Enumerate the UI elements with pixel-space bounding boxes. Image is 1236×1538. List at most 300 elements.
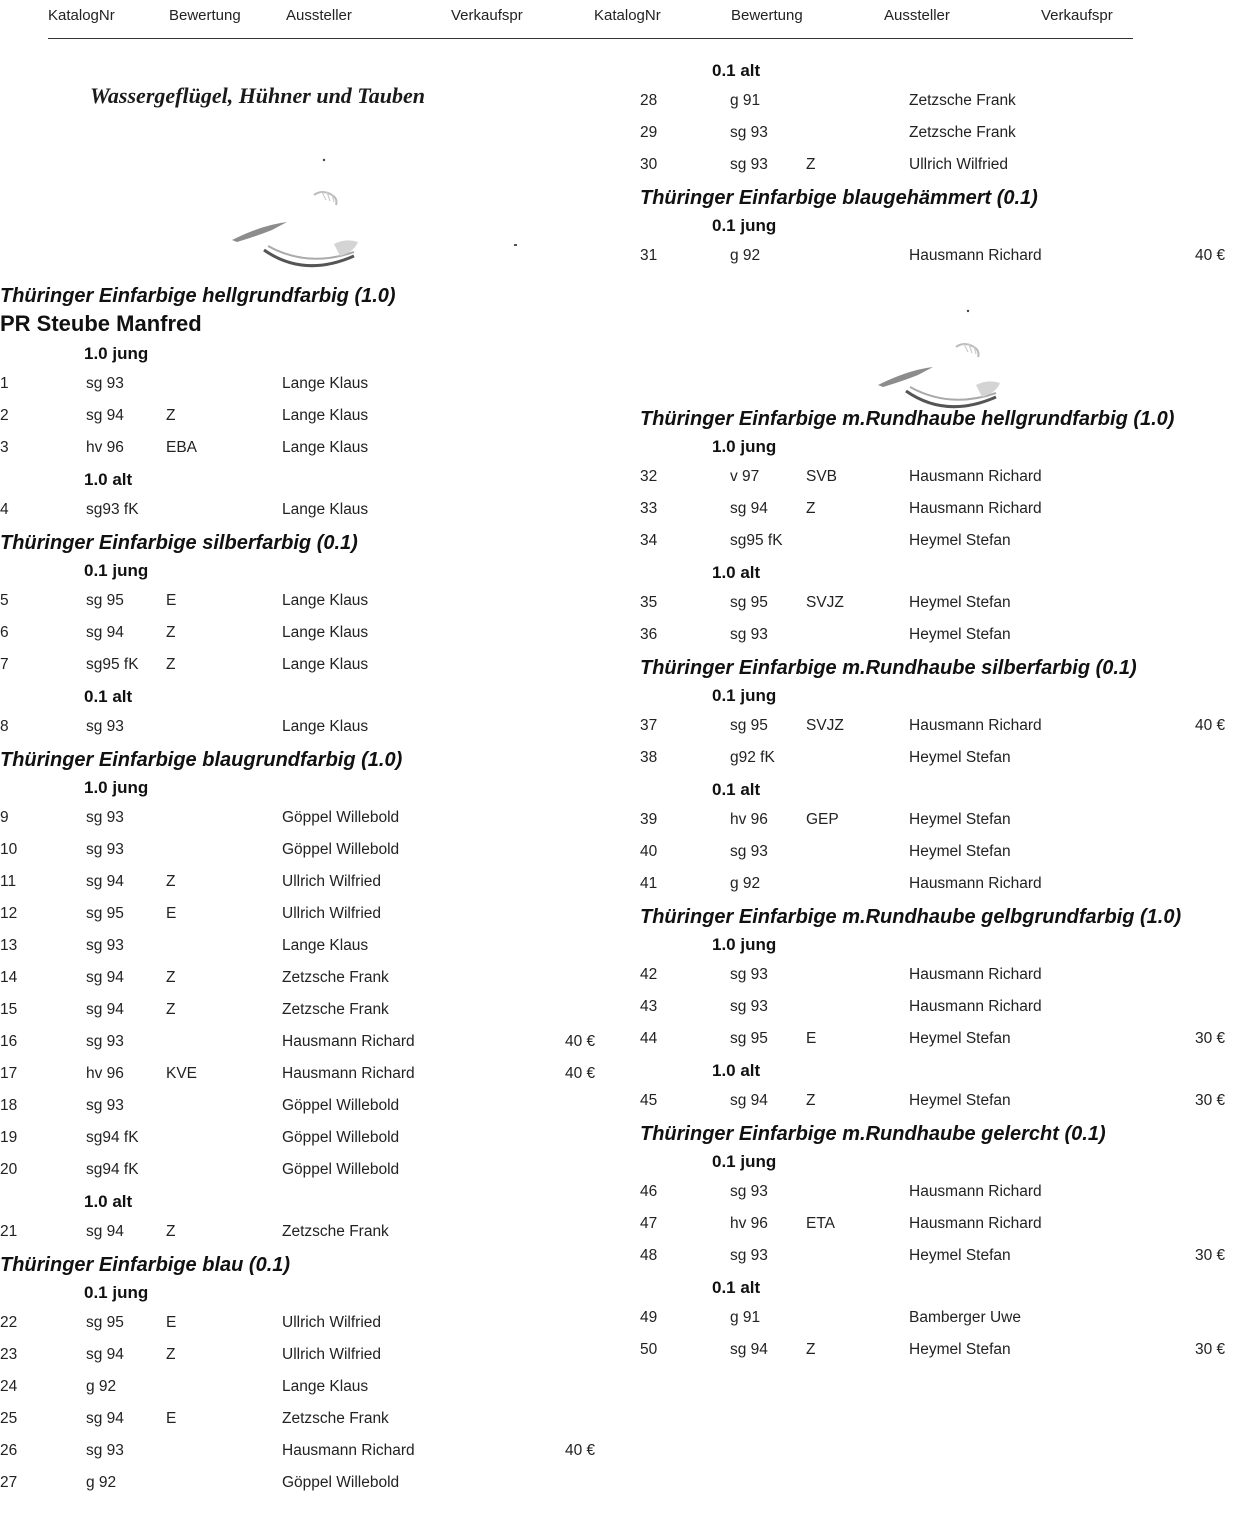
award: Z: [166, 407, 176, 424]
pigeon-illustration: [222, 150, 372, 275]
catalog-number: 6: [0, 624, 9, 641]
rating: g 92: [730, 247, 761, 264]
catalog-number: 33: [640, 500, 658, 517]
entry-list: [640, 805, 1236, 901]
price: 40 €: [565, 1033, 596, 1050]
exhibitor: Heymel Stefan: [909, 532, 1011, 549]
price: 30 €: [1195, 1030, 1226, 1047]
table-row: [640, 992, 1236, 1024]
catalog-number: 31: [640, 247, 658, 264]
exhibitor: Lange Klaus: [282, 718, 369, 735]
award: E: [166, 905, 177, 922]
judge-name: PR Steube Manfred: [0, 311, 202, 336]
rating: sg95 fK: [730, 532, 783, 549]
rating: sg94 fK: [86, 1129, 139, 1146]
rating: g 92: [730, 875, 761, 892]
catalog-number: 30: [640, 156, 658, 173]
table-row: [640, 805, 1236, 837]
section-title: Thüringer Einfarbige blaugrundfarbig (1.0): [0, 749, 403, 771]
table-row: [640, 86, 1236, 118]
group-label: 1.0 alt: [84, 1192, 133, 1211]
catalog-number: 28: [640, 92, 658, 109]
table-row: [0, 1091, 600, 1123]
table-row: [0, 1123, 600, 1155]
exhibitor: Ullrich Wilfried: [282, 873, 382, 890]
catalog-number: 44: [640, 1030, 658, 1047]
rating: sg 94: [86, 407, 124, 424]
rating: g 92: [86, 1474, 117, 1491]
exhibitor: Zetzsche Frank: [282, 1410, 389, 1427]
exhibitor: Bamberger Uwe: [909, 1309, 1021, 1326]
section-title: Thüringer Einfarbige blau (0.1): [0, 1254, 291, 1276]
catalog-number: 40: [640, 843, 658, 860]
award: KVE: [166, 1065, 198, 1082]
group-label: 0.1 jung: [712, 686, 777, 705]
table-row: [640, 1177, 1236, 1209]
exhibitor: Hausmann Richard: [282, 1033, 415, 1050]
rating: sg 93: [86, 809, 124, 826]
rating: hv 96: [86, 1065, 124, 1082]
rating: sg 93: [86, 1033, 124, 1050]
award: ETA: [806, 1215, 835, 1232]
section-title: Thüringer Einfarbige m.Rundhaube hellgrundfarbig (1.0): [640, 408, 1175, 430]
section-rundhaube-hellgrundfarbig: [640, 407, 1236, 652]
catalog-number: 21: [0, 1223, 18, 1240]
rating: sg 95: [730, 717, 768, 734]
award: SVJZ: [806, 594, 844, 611]
rating: sg 94: [86, 873, 124, 890]
award: Z: [166, 873, 176, 890]
rating: sg 93: [730, 998, 768, 1015]
rating: hv 96: [730, 811, 768, 828]
rating: sg 94: [86, 1346, 124, 1363]
rating: sg 94: [86, 969, 124, 986]
spacer: [640, 273, 1236, 403]
catalog-number: 48: [640, 1247, 658, 1264]
rating: sg 95: [86, 905, 124, 922]
price: 30 €: [1195, 1092, 1226, 1109]
catalog-number: 4: [0, 501, 9, 518]
catalog-number: 38: [640, 749, 658, 766]
catalog-number: 42: [640, 966, 658, 983]
exhibitor: Heymel Stefan: [909, 1341, 1011, 1358]
rating: g 91: [730, 92, 761, 109]
entry-list: [0, 495, 600, 527]
award: SVJZ: [806, 717, 844, 734]
exhibitor: Lange Klaus: [282, 375, 369, 392]
catalog-number: 11: [0, 873, 17, 890]
table-row: [0, 1027, 600, 1059]
entry-list: [0, 586, 600, 682]
rating: sg 94: [86, 1001, 124, 1018]
rating: sg 94: [86, 1223, 124, 1240]
section-continued: [640, 56, 1236, 182]
exhibitor: Göppel Willebold: [282, 1129, 400, 1146]
catalog-number: 23: [0, 1346, 18, 1363]
section-title: Thüringer Einfarbige m.Rundhaube silberfarbig (0.1): [640, 657, 1137, 679]
rating: sg 93: [86, 841, 124, 858]
entry-list: [0, 1308, 600, 1500]
price: 30 €: [1195, 1341, 1226, 1358]
catalog-number: 16: [0, 1033, 18, 1050]
group-label: 0.1 jung: [712, 1152, 777, 1171]
group-label: 1.0 jung: [84, 344, 149, 363]
table-row: [0, 1436, 600, 1468]
catalog-number: 47: [640, 1215, 658, 1232]
catalog-number: 13: [0, 937, 18, 954]
catalog-number: 9: [0, 809, 9, 826]
rating: hv 96: [86, 439, 124, 456]
section-blaugehaemmert: [640, 186, 1236, 273]
group-label: 1.0 jung: [712, 935, 777, 954]
award: Z: [806, 500, 816, 517]
entry-list: [640, 960, 1236, 1056]
rating: g92 fK: [730, 749, 775, 766]
table-row: [640, 1303, 1236, 1335]
rating: sg 94: [730, 1092, 768, 1109]
rating: sg 94: [730, 500, 768, 517]
table-row: [0, 495, 600, 527]
group-label: 1.0 alt: [712, 1061, 761, 1080]
entry-list: [0, 803, 600, 1187]
catalog-number: 35: [640, 594, 658, 611]
group-label: 1.0 jung: [712, 437, 777, 456]
exhibitor: Lange Klaus: [282, 407, 369, 424]
catalog-number: 50: [640, 1341, 658, 1358]
exhibitor: Ullrich Wilfried: [282, 905, 382, 922]
header-aussteller: Aussteller: [286, 7, 352, 24]
catalog-number: 27: [0, 1474, 18, 1491]
header-verkaufspr: Verkaufspr: [451, 7, 523, 24]
catalog-number: 45: [640, 1092, 658, 1109]
table-row: [0, 963, 600, 995]
table-row: [0, 899, 600, 931]
exhibitor: Zetzsche Frank: [282, 1223, 389, 1240]
price: 40 €: [1195, 247, 1226, 264]
exhibitor: Göppel Willebold: [282, 809, 400, 826]
price: 30 €: [1195, 1247, 1226, 1264]
group-label: 0.1 alt: [712, 61, 761, 80]
catalog-number: 29: [640, 124, 658, 141]
table-row: [640, 743, 1236, 775]
group-label: 0.1 jung: [84, 1283, 149, 1302]
column-header-row: [48, 0, 1133, 39]
table-row: [640, 462, 1236, 494]
section-title: Thüringer Einfarbige blaugehämmert (0.1): [640, 187, 1038, 209]
catalog-number: 39: [640, 811, 658, 828]
catalog-number: 12: [0, 905, 18, 922]
catalog-number: 43: [640, 998, 658, 1015]
rating: hv 96: [730, 1215, 768, 1232]
entry-list: [640, 1177, 1236, 1273]
rating: sg95 fK: [86, 656, 139, 673]
table-row: [640, 1241, 1236, 1273]
catalog-number: 3: [0, 439, 9, 456]
entry-list: [640, 711, 1236, 775]
rating: sg 93: [86, 1442, 124, 1459]
rating: sg 95: [730, 594, 768, 611]
table-row: [0, 712, 600, 744]
award: Z: [806, 1092, 816, 1109]
exhibitor: Göppel Willebold: [282, 1097, 400, 1114]
exhibitor: Göppel Willebold: [282, 1474, 400, 1491]
section-title: Thüringer Einfarbige m.Rundhaube gelbgrundfarbig (1.0): [640, 906, 1182, 928]
group-label: 0.1 alt: [84, 687, 133, 706]
table-row: [640, 150, 1236, 182]
award: Z: [166, 1346, 176, 1363]
section-rundhaube-gelercht: [640, 1122, 1236, 1367]
table-row: [0, 1340, 600, 1372]
entry-list: [640, 462, 1236, 558]
exhibitor: Heymel Stefan: [909, 626, 1011, 643]
catalog-number: 1: [0, 375, 9, 392]
header-verkaufspr-2: Verkaufspr: [1041, 7, 1113, 24]
entry-list: [0, 712, 600, 744]
exhibitor: Hausmann Richard: [909, 500, 1042, 517]
rating: sg 93: [730, 156, 768, 173]
rating: sg 93: [86, 937, 124, 954]
table-row: [640, 960, 1236, 992]
speck: [514, 244, 517, 246]
section-title: Thüringer Einfarbige silberfarbig (0.1): [0, 532, 358, 554]
award: E: [166, 1410, 177, 1427]
exhibitor: Ullrich Wilfried: [282, 1314, 382, 1331]
entry-list: [0, 369, 600, 465]
group-label: 0.1 alt: [712, 780, 761, 799]
award: Z: [166, 969, 176, 986]
exhibitor: Hausmann Richard: [909, 468, 1042, 485]
section-blau: [0, 1253, 600, 1500]
award: E: [166, 1314, 177, 1331]
table-row: [0, 618, 600, 650]
exhibitor: Lange Klaus: [282, 592, 369, 609]
entry-list: [640, 1086, 1236, 1118]
entry-list: [640, 241, 1236, 273]
table-row: [0, 1155, 600, 1187]
entry-list: [0, 1217, 600, 1249]
table-row: [0, 1308, 600, 1340]
section-rundhaube-gelbgrundfarbig: [640, 905, 1236, 1118]
award: Z: [166, 656, 176, 673]
rating: v 97: [730, 468, 760, 485]
entry-list: [640, 588, 1236, 652]
award: Z: [806, 1341, 816, 1358]
table-row: [0, 1059, 600, 1091]
catalog-number: 41: [640, 875, 658, 892]
exhibitor: Heymel Stefan: [909, 811, 1011, 828]
section-title: Thüringer Einfarbige m.Rundhaube gelercht (0.1): [640, 1123, 1106, 1145]
table-row: [0, 433, 600, 465]
catalog-number: 22: [0, 1314, 18, 1331]
award: GEP: [806, 811, 839, 828]
table-row: [640, 620, 1236, 652]
header-bewertung-2: Bewertung: [731, 7, 803, 24]
price: 40 €: [565, 1065, 596, 1082]
catalog-number: 37: [640, 717, 658, 734]
group-label: 0.1 jung: [712, 216, 777, 235]
exhibitor: Hausmann Richard: [909, 247, 1042, 264]
catalog-number: 46: [640, 1183, 658, 1200]
table-row: [640, 869, 1236, 901]
exhibitor: Hausmann Richard: [909, 1183, 1042, 1200]
table-row: [640, 118, 1236, 150]
section-hellgrundfarbig: [0, 284, 600, 527]
section-title: Thüringer Einfarbige hellgrundfarbig (1.0): [0, 285, 396, 307]
exhibitor: Lange Klaus: [282, 624, 369, 641]
rating: sg 93: [86, 718, 124, 735]
award: Z: [166, 1223, 176, 1240]
exhibitor: Heymel Stefan: [909, 749, 1011, 766]
exhibitor: Heymel Stefan: [909, 1092, 1011, 1109]
catalog-number: 19: [0, 1129, 18, 1146]
exhibitor: Lange Klaus: [282, 937, 369, 954]
catalog-number: 26: [0, 1442, 18, 1459]
table-row: [0, 401, 600, 433]
rating: g 91: [730, 1309, 761, 1326]
award: SVB: [806, 468, 838, 485]
table-row: [0, 835, 600, 867]
exhibitor: Lange Klaus: [282, 656, 369, 673]
table-row: [640, 1086, 1236, 1118]
right-column: [640, 56, 1236, 1367]
award: Z: [166, 1001, 176, 1018]
exhibitor: Hausmann Richard: [282, 1442, 415, 1459]
exhibitor: Heymel Stefan: [909, 1030, 1011, 1047]
group-label: 1.0 alt: [84, 470, 133, 489]
exhibitor: Heymel Stefan: [909, 1247, 1011, 1264]
exhibitor: Hausmann Richard: [909, 966, 1042, 983]
entry-list: [640, 1303, 1236, 1367]
group-label: 1.0 jung: [84, 778, 149, 797]
catalog-number: 25: [0, 1410, 18, 1427]
rating: sg 93: [730, 626, 768, 643]
award: EBA: [166, 439, 198, 456]
table-row: [0, 650, 600, 682]
exhibitor: Lange Klaus: [282, 439, 369, 456]
exhibitor: Zetzsche Frank: [909, 92, 1016, 109]
exhibitor: Hausmann Richard: [909, 717, 1042, 734]
header-katalognr: KatalogNr: [48, 7, 115, 24]
header-bewertung: Bewertung: [169, 7, 241, 24]
exhibitor: Lange Klaus: [282, 501, 369, 518]
table-row: [640, 1024, 1236, 1056]
section-silberfarbig: [0, 531, 600, 744]
rating: sg 93: [86, 1097, 124, 1114]
catalog-number: 36: [640, 626, 658, 643]
group-label: 0.1 alt: [712, 1278, 761, 1297]
table-row: [0, 369, 600, 401]
table-row: [640, 241, 1236, 273]
catalog-number: 8: [0, 718, 9, 735]
exhibitor: Ullrich Wilfried: [909, 156, 1009, 173]
rating: sg 94: [86, 1410, 124, 1427]
exhibitor: Zetzsche Frank: [282, 969, 389, 986]
exhibitor: Lange Klaus: [282, 1378, 369, 1395]
rating: g 92: [86, 1378, 117, 1395]
table-row: [0, 1372, 600, 1404]
catalog-number: 49: [640, 1309, 658, 1326]
exhibitor: Hausmann Richard: [909, 875, 1042, 892]
catalog-number: 7: [0, 656, 9, 673]
exhibitor: Hausmann Richard: [909, 1215, 1042, 1232]
rating: sg 93: [730, 843, 768, 860]
table-row: [640, 711, 1236, 743]
exhibitor: Heymel Stefan: [909, 594, 1011, 611]
table-row: [0, 1404, 600, 1436]
table-row: [640, 837, 1236, 869]
rating: sg 93: [730, 966, 768, 983]
table-row: [0, 931, 600, 963]
exhibitor: Hausmann Richard: [909, 998, 1042, 1015]
catalog-number: 2: [0, 407, 9, 424]
exhibitor: Zetzsche Frank: [909, 124, 1016, 141]
rating: sg 95: [730, 1030, 768, 1047]
rating: sg 95: [86, 592, 124, 609]
rating: sg 94: [86, 624, 124, 641]
entry-list: [640, 86, 1236, 182]
table-row: [0, 995, 600, 1027]
rating: sg94 fK: [86, 1161, 139, 1178]
rating: sg 93: [730, 124, 768, 141]
catalog-number: 10: [0, 841, 18, 858]
table-row: [0, 1468, 600, 1500]
catalog-number: 34: [640, 532, 658, 549]
price: 40 €: [565, 1442, 596, 1459]
group-label: 0.1 jung: [84, 561, 149, 580]
catalog-number: 15: [0, 1001, 18, 1018]
header-katalognr-2: KatalogNr: [594, 7, 661, 24]
exhibitor: Zetzsche Frank: [282, 1001, 389, 1018]
award: Z: [166, 624, 176, 641]
catalog-number: 14: [0, 969, 18, 986]
table-row: [0, 586, 600, 618]
exhibitor: Ullrich Wilfried: [282, 1346, 382, 1363]
table-row: [640, 1209, 1236, 1241]
rating: sg 94: [730, 1341, 768, 1358]
left-column: [0, 280, 600, 1500]
rating: sg 93: [730, 1183, 768, 1200]
catalog-number: 32: [640, 468, 658, 485]
header-aussteller-2: Aussteller: [884, 7, 950, 24]
award: E: [166, 592, 177, 609]
table-row: [0, 867, 600, 899]
section-blaugrundfarbig: [0, 748, 600, 1249]
table-row: [0, 803, 600, 835]
catalog-number: 24: [0, 1378, 18, 1395]
award: Z: [806, 156, 816, 173]
table-row: [640, 494, 1236, 526]
exhibitor: Heymel Stefan: [909, 843, 1011, 860]
page-title: Wassergeflügel, Hühner und Tauben: [90, 83, 425, 108]
table-row: [640, 588, 1236, 620]
exhibitor: Göppel Willebold: [282, 1161, 400, 1178]
rating: sg 93: [730, 1247, 768, 1264]
catalog-number: 17: [0, 1065, 18, 1082]
rating: sg 93: [86, 375, 124, 392]
section-rundhaube-silberfarbig: [640, 656, 1236, 901]
table-row: [0, 1217, 600, 1249]
exhibitor: Hausmann Richard: [282, 1065, 415, 1082]
catalog-number: 20: [0, 1161, 18, 1178]
group-label: 1.0 alt: [712, 563, 761, 582]
rating: sg 95: [86, 1314, 124, 1331]
exhibitor: Göppel Willebold: [282, 841, 400, 858]
catalog-number: 5: [0, 592, 9, 609]
rating: sg93 fK: [86, 501, 139, 518]
catalog-number: 18: [0, 1097, 18, 1114]
table-row: [640, 1335, 1236, 1367]
price: 40 €: [1195, 717, 1226, 734]
